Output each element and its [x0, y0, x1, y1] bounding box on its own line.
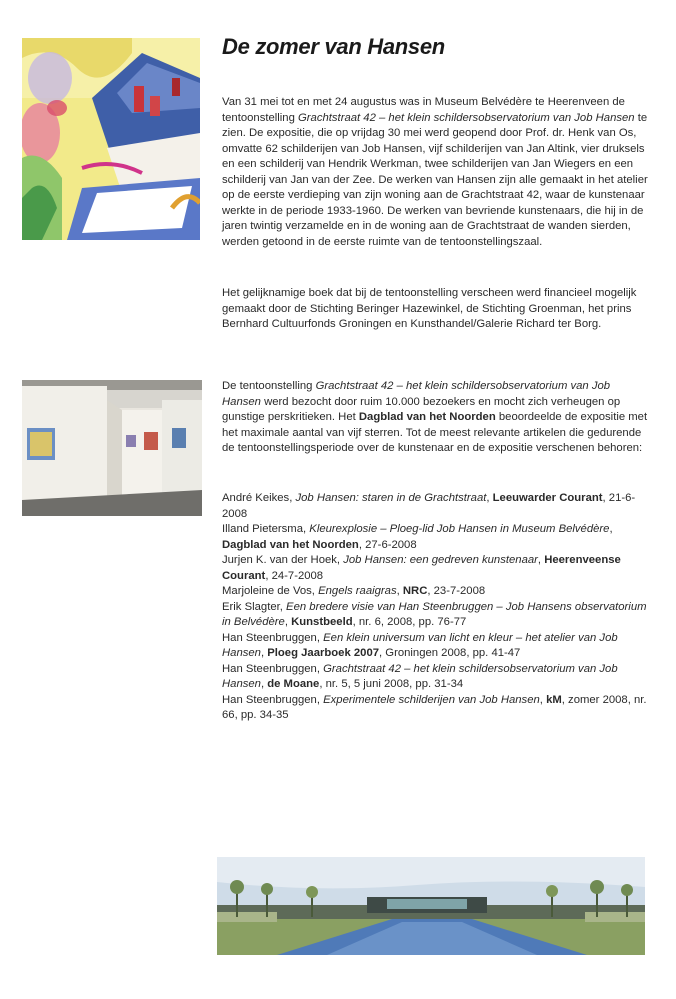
ref-sep: , [486, 492, 493, 504]
p1-exhibition-title: Grachtstraat 42 – het klein schildersobservatorium van Job Hansen [298, 111, 635, 124]
reference-item [222, 491, 648, 522]
ref-title: Een bredere visie van Han Steenbruggen – Job Hansens observatorium in Belvédère [222, 600, 647, 628]
reference-item [222, 631, 648, 662]
ref-sep: , [260, 647, 268, 659]
ref-details: , 23-7-2008 [427, 585, 486, 597]
ref-title: Experimentele schilderijen van Job Hansen [323, 693, 540, 706]
ref-title: Engels raaigras [318, 585, 397, 597]
ref-author: Erik Slagter, [222, 600, 287, 613]
p3-text-c: werd bezocht door ruim 10.000 bezoekers en mocht zich verheugen op gunstige perskritieken. Het [222, 395, 621, 423]
ref-author: Han Steenbruggen, [222, 693, 324, 706]
book-paragraph [222, 286, 648, 333]
ref-title: Grachtstraat 42 – het klein schildersobservatorium van Job Hansen [222, 662, 618, 690]
ref-author: Han Steenbruggen, [222, 631, 324, 644]
reception-paragraph [222, 379, 648, 457]
p3-text-a: De tentoonstelling [222, 380, 316, 392]
ref-publication: kM [546, 693, 562, 706]
ref-details: , Groningen 2008, pp. 41-47 [379, 647, 521, 659]
ref-publication: Heerenveense Courant [222, 554, 621, 582]
ref-sep: , [609, 523, 613, 535]
ref-author: Illand Pietersma, [222, 523, 310, 535]
ref-publication: NRC [402, 585, 428, 597]
ref-details: , zomer 2008, nr. 66, pp. 34-35 [222, 693, 647, 721]
ref-publication: Kunstbeeld [291, 616, 353, 628]
ref-author: Han Steenbruggen, [222, 662, 324, 675]
ref-publication: Ploeg Jaarboek 2007 [267, 647, 380, 659]
ref-publication: Leeuwarder Courant [492, 492, 603, 504]
reference-item [222, 662, 648, 693]
ref-sep: , [537, 554, 545, 566]
ref-title: Job Hansen: een gedreven kunstenaar [343, 554, 538, 566]
ref-details: , nr. 6, 2008, pp. 76-77 [352, 616, 467, 628]
ref-details: , nr. 5, 5 juni 2008, pp. 31-34 [319, 678, 464, 690]
reference-list [222, 491, 648, 724]
intro-paragraph [222, 95, 648, 250]
reference-item [222, 553, 648, 584]
ref-title: Kleurexplosie – Ploeg-lid Job Hansen in Museum Belvédère [309, 523, 610, 535]
ref-details: , 21-6-2008 [222, 492, 636, 520]
reference-item [222, 522, 648, 553]
ref-sep: , [284, 616, 292, 628]
museum-image [217, 857, 645, 955]
ref-title: Een klein universum van licht en kleur – het atelier van Job Hansen [222, 631, 618, 659]
p1-text-a: Van 31 mei tot en met 24 augustus was in Museum Belvédère te Heerenveen de tentoonstelling [222, 96, 625, 124]
gallery-image [22, 380, 202, 516]
reference-item [222, 584, 648, 600]
ref-details: , 27-6-2008 [358, 538, 417, 551]
ref-title: Job Hansen: staren in de Grachtstraat [295, 492, 487, 504]
painting-image [22, 38, 200, 240]
p2-text: Het gelijknamige boek dat bij de tentoonstelling verscheen werd financieel mogelijk gemaakt door de Stichting Beringer Hazewinkel, de Stichting Groenman, het prins Bernhard Cultuurfonds Groningen en Kunsthandel/Galerie Richard ter Borg. [222, 287, 637, 330]
reference-item [222, 693, 648, 724]
ref-author: André Keikes, [222, 492, 296, 504]
p3-exhibition-title: Grachtstraat 42 – het klein schildersobservatorium van Job Hansen [222, 380, 611, 408]
p3-newspaper: Dagblad van het Noorden [358, 411, 496, 423]
ref-author: Marjoleine de Vos, [222, 585, 319, 597]
ref-sep: , [539, 693, 547, 706]
ref-author: Jurjen K. van der Hoek, [222, 554, 344, 566]
ref-publication: de Moane [267, 678, 320, 690]
page-title: De zomer van Hansen [222, 34, 445, 59]
p1-text-c: te zien. De expositie, die op vrijdag 30 mei werd geopend door Prof. dr. Henk van Os, omvatte 62 schilderijen van Job Hansen, vijf schilderijen van Jan Altink, vier druksels en een schilderij van Hendrik Werkman, twee schilderijen van Jan Wiegers en een schilderij van Jan van der Zee. De werken van Hansen zijn alle gemaakt in het atelier op de eerste verdieping van zijn woning aan de Grachtstraat 42, waar de kunstenaar werkte in de periode 1933-1960. De werken van bevriende kunstenaars, die hij in de jaren twintig verzamelde en in de woning aan de Grachtstraat de wanden sierden, werden getoond in de eerste ruimte van de tentoonstellingszaal. [222, 111, 648, 248]
ref-details: , 24-7-2008 [265, 569, 324, 582]
ref-sep: , [260, 678, 268, 690]
ref-publication: Dagblad van het Noorden [222, 538, 359, 551]
ref-sep: , [396, 585, 403, 597]
reference-item [222, 600, 648, 631]
p3-text-e: beoordeelde de expositie met het maximale aantal van vijf sterren. Tot de meest relevante artikelen die gedurende de tentoonstellingsperiode over de kunstenaar en de expositie verschenen behoren: [222, 411, 648, 454]
